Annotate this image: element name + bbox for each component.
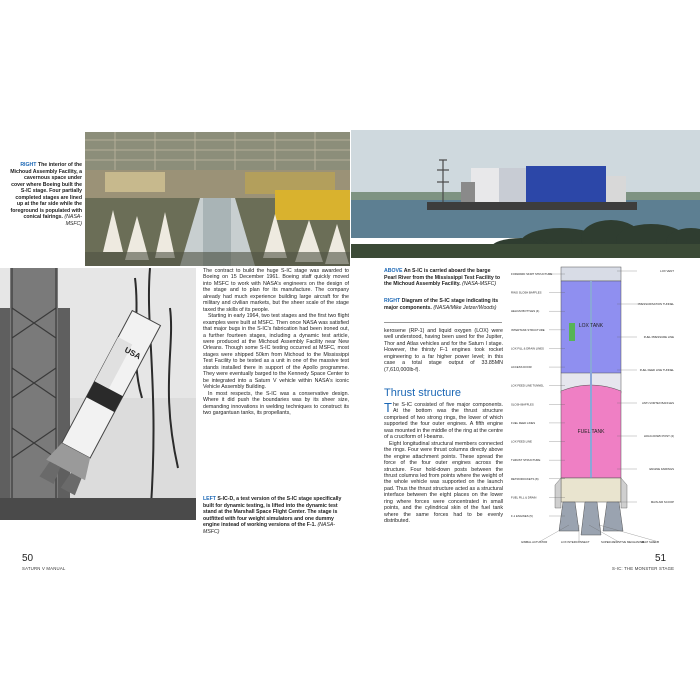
diagram-label: FUEL FILL & DRAIN — [511, 495, 537, 500]
left-body-paragraph: Starting in early 1964, two test stages and the first two flight examples were built at MSFC. Then once NASA was satisfied that major bugs in the S-IC's fabrication had been ironed out, a further fourteen stages, including a dynamic test article, were produced at the Michoud Assembly Facility near New Orleans. Though some S-IC testing occurred at MSFC, most stages were shipped 50km from Michoud to the Mississippi Test Facility to be tested as a unit in one of the massive test stands installed there in support of the Apollo programme. They were eventually barged to the Kennedy Space Center to be integrated into a Saturn V vehicle within NASA's iconic Vehicle Assembly Building. — [203, 313, 349, 391]
left-running-title: SATURN V MANUAL — [22, 566, 66, 571]
diagram-label: HELIUM BOTTLES (4) — [511, 309, 540, 314]
dynamic-test-stand-photo — [0, 268, 196, 520]
diagram-label: GIMBAL ACTUATOR — [521, 540, 548, 544]
diagram-label: LOX FEED LINE TUNNEL — [511, 383, 544, 388]
caption-text: The interior of the Michoud Assembly Facility, a cavernous space under cover where Boeing built the S-IC stage. Four partially completed stages are lined up at the far side while the foreground is populated with conical fairings. — [10, 162, 82, 220]
right-running-title: S-IC: THE MONSTER STAGE — [612, 566, 675, 571]
diagram-label: F-1 ENGINES (5) — [511, 514, 533, 518]
caption-lead: RIGHT — [384, 298, 401, 304]
caption-credit: (NASA/Mike Jetzer/Woods) — [433, 304, 497, 311]
diagram-label: FUEL FEED LINE TUNNEL — [639, 368, 674, 372]
right-body-section — [384, 402, 503, 525]
lox-tank-label: LOX TANK — [578, 323, 604, 329]
caption-above-right-page — [384, 268, 502, 288]
helium-bottles — [569, 323, 575, 341]
diagram-label: LOX INTERCONNECT — [561, 540, 590, 544]
diagram-label: ACCESS DOOR — [511, 365, 532, 370]
diagram-label: SLOSH BAFFLES — [511, 402, 534, 407]
caption-right-right-page — [384, 298, 502, 311]
diagram-label: RETROROCKETS (8) — [511, 476, 539, 481]
caption-lead: LEFT — [203, 496, 216, 502]
section-first-paragraph-text: he S-IC consisted of five major components. At the bottom was the thrust structure comprised of two strong rings, the lower of which supported the four outer engines. A fifth engine was mounted in the middle of the ring at the centre of a cruciform of I-beams. — [384, 402, 503, 441]
caption-divider — [384, 322, 502, 323]
michoud-interior-photo — [85, 132, 350, 266]
caption-right-left-page — [10, 162, 82, 227]
fuel-tank-label: FUEL TANK — [577, 429, 605, 435]
thrust-structure — [561, 478, 621, 502]
diagram-label: ANTI-VORTEX BAFFLES — [642, 401, 674, 405]
section-paragraph: Eight longitudinal structural members connected the rings. Four were thrust columns directly above the engine attachment points. These spread the force of the four outer engines across the structure. Four hold-down posts between the thrust columns led from points where the weight of the whole vehicle was supported on the launch pad. Thus the thrust structure acted as a structural interface between the eight places on the lower ring where forces were concentrated in small points, and the cylindrical skin of the fuel tank where the same forces had to be evenly distributed. — [384, 440, 503, 525]
diagram-label: FUEL PRESSURE LINE — [643, 335, 674, 339]
section-paragraph — [384, 402, 503, 441]
diagram-label: INTERTANK STRUCTURE — [511, 327, 545, 332]
diagram-label: HOLD-DOWN POST (4) — [643, 434, 674, 438]
drop-cap: T — [384, 400, 392, 415]
diagram-label: PRESSURISATION TUNNEL — [637, 302, 674, 306]
left-folio: 50 — [22, 553, 34, 564]
caption-lead: ABOVE — [384, 268, 403, 274]
left-body-text — [203, 268, 349, 416]
barge-photo — [351, 130, 700, 258]
caption-lead: RIGHT — [20, 162, 37, 168]
caption-text: Diagram of the S-IC stage indicating its major components. — [384, 298, 499, 311]
diagram-label: ENGINE FAIRINGS — [649, 467, 674, 471]
section-heading: Thrust structure — [384, 387, 462, 399]
diagram-label: SUPER-RESISTIVE MECHANISM — [601, 540, 645, 544]
caption-text: An S-IC is carried aboard the barge Pearl River from the Mississippi Test Facility to the Michoud Assembly Facility. — [384, 268, 501, 287]
right-body-intro: kerosene (RP-1) and liquid oxygen (LOX) were well understood, having been used for the Jupiter, Thor and Atlas vehicles and for the Saturn I stage. However, the thirsty F-1 engines took rocket engineering to a far higher power level; in this case a total stage output of 33.85MN (7,610,000lb-f). — [384, 328, 503, 373]
left-body-paragraph: In most respects, the S-IC was a conservative design. Where it did push the boundaries was by its sheer size, demanding innovations in welding techniques to construct its two gargantuan tanks, its propellants, — [203, 390, 349, 416]
diagram-label: HEAT SHIELD — [641, 540, 660, 544]
stage-lettering: USA — [123, 345, 143, 362]
diagram-label: RING SLOSH BAFFLES — [511, 290, 542, 295]
diagram-label: LOX FEED LINE — [511, 439, 532, 444]
diagram-label: FORWARD SKIRT STRUCTURE — [511, 272, 553, 276]
diagram-label: LOX FILL & DRAIN LINES — [511, 346, 544, 351]
forward-skirt — [561, 267, 621, 281]
diagram-label: LOX VENT — [660, 269, 674, 273]
s-ic-diagram — [509, 263, 676, 551]
right-folio: 51 — [655, 553, 667, 564]
caption-credit: (NASA-MSFC) — [462, 281, 497, 287]
diagram-label: THRUST STRUCTURE — [511, 458, 541, 463]
caption-credit: (NASA-MSFC) — [64, 214, 82, 227]
left-body-paragraph: The contract to build the huge S-IC stage was awarded to Boeing on 15 December 1961. Boeing staff quickly moved into MSFC to work with NASA's engineers on the design of the stage and to plan for its manufacture. The company already had much experience building large aircraft for the military and civilian markets, but the sheer scale of the stage taxed the skills of its people. — [203, 268, 349, 313]
caption-left-left-page — [203, 496, 349, 535]
caption-text: S-IC-D, a test version of the S-IC stage specifically built for dynamic testing, is lifted into the dynamic test stand at the Marshall Space Flight Center. The stage is outfitted with four weight simulators and one dummy engine instead of working versions of the F-1. — [203, 496, 342, 528]
diagram-label: MAIN AIR SCOOP — [650, 500, 674, 504]
diagram-label: FUEL FEED LINES — [511, 420, 536, 425]
caption-credit: (NASA-MSFC) — [203, 522, 336, 535]
